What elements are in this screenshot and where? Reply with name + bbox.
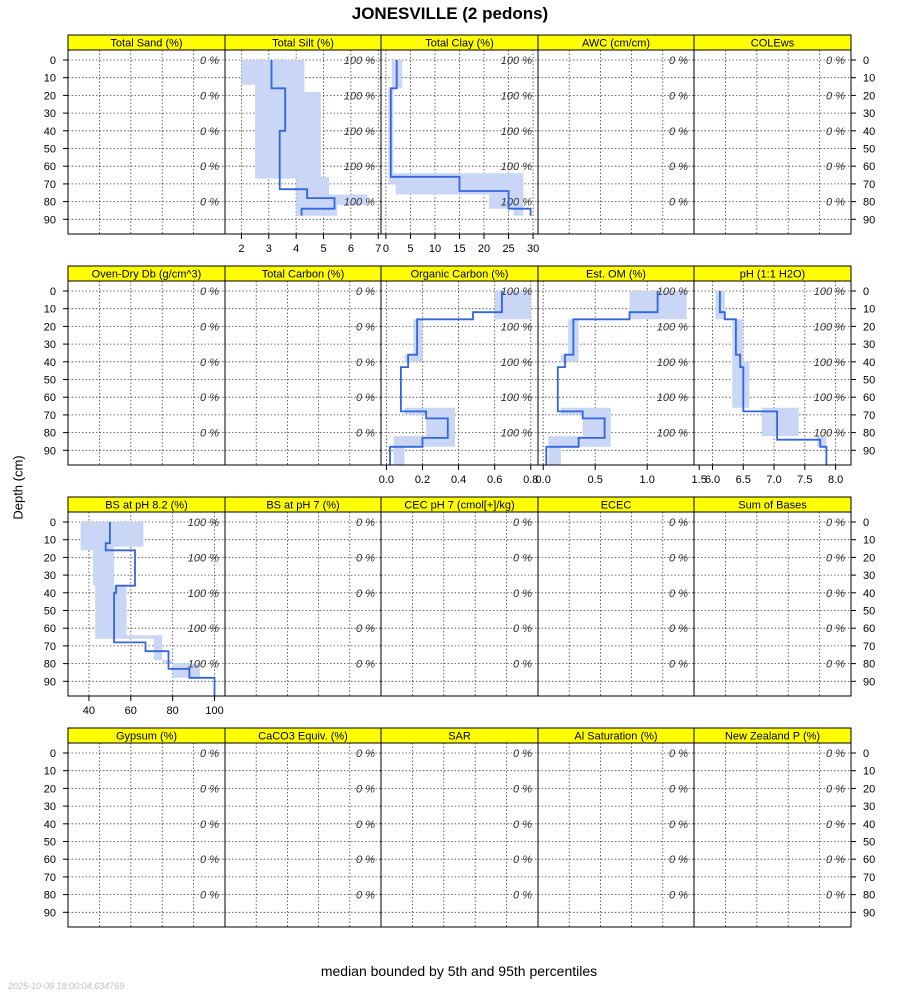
panel-strip-label: BS at pH 8.2 (%) (105, 499, 188, 512)
depth-tick-label: 20 (43, 783, 56, 796)
panel-strip-label: CaCO3 Equiv. (%) (258, 730, 348, 743)
y-axis-label: Depth (cm) (10, 455, 26, 520)
pct-label: 0 % (826, 90, 845, 103)
x-tick-label: 7.0 (766, 474, 782, 486)
depth-tick-label: 60 (863, 161, 876, 174)
depth-tick-label: 40 (43, 125, 56, 138)
pct-label: 0 % (356, 356, 375, 369)
percentile-band (388, 60, 523, 216)
panel-strip-label: Total Sand (%) (110, 37, 183, 50)
depth-tick-label: 10 (863, 72, 876, 85)
depth-tick-label: 70 (43, 871, 56, 884)
pct-label: 100 % (500, 321, 532, 334)
pct-label: 100 % (187, 517, 219, 529)
pct-label: 0 % (826, 748, 845, 760)
depth-tick-label: 20 (43, 90, 56, 103)
pct-label: 0 % (356, 783, 375, 796)
pct-label: 0 % (200, 392, 219, 405)
depth-tick-label: 0 (863, 517, 870, 529)
depth-tick-label: 70 (43, 409, 56, 422)
pct-label: 100 % (187, 623, 219, 636)
depth-tick-label: 20 (43, 321, 56, 334)
depth-tick-label: 90 (863, 445, 876, 458)
depth-tick-label: 60 (863, 392, 876, 405)
panel (225, 35, 381, 255)
panel (225, 497, 381, 696)
pct-label: 0 % (200, 854, 219, 867)
pct-label: 100 % (187, 658, 219, 671)
pct-label: 0 % (513, 623, 532, 636)
pct-label: 0 % (669, 783, 688, 796)
pct-label: 100 % (500, 392, 532, 405)
pct-label: 100 % (500, 196, 532, 209)
depth-tick-label: 60 (43, 854, 56, 867)
depth-tick-label: 80 (43, 658, 56, 671)
pct-label: 0 % (200, 818, 219, 831)
depth-tick-label: 70 (863, 640, 876, 653)
pct-label: 0 % (356, 552, 375, 565)
panel-strip-label: Est. OM (%) (586, 268, 646, 281)
panel (225, 728, 381, 927)
depth-tick-label: 90 (43, 907, 56, 920)
pct-label: 100 % (656, 392, 688, 405)
panel (694, 497, 875, 696)
pct-label: 0 % (826, 818, 845, 831)
pct-label: 0 % (356, 854, 375, 867)
depth-tick-label: 50 (863, 374, 876, 387)
depth-tick-label: 0 (49, 55, 56, 67)
x-tick-label: 1.0 (639, 474, 655, 486)
depth-tick-label: 10 (43, 534, 56, 547)
x-tick-label: 3 (265, 243, 272, 255)
percentile-band (241, 60, 367, 216)
pct-label: 0 % (669, 658, 688, 671)
x-tick-label: 7 (375, 243, 382, 255)
depth-tick-label: 50 (863, 143, 876, 156)
depth-tick-label: 60 (863, 854, 876, 867)
pct-label: 100 % (813, 321, 845, 334)
pct-label: 0 % (669, 818, 688, 831)
panel-strip-label: COLEws (750, 37, 795, 50)
pct-label: 0 % (356, 748, 375, 760)
x-tick-label: 30 (526, 243, 540, 255)
panel-strip-label: BS at pH 7 (%) (266, 499, 340, 512)
pct-label: 0 % (669, 196, 688, 209)
depth-tick-label: 90 (43, 445, 56, 458)
pct-label: 100 % (813, 427, 845, 440)
x-tick-label: 0 (382, 243, 389, 255)
depth-tick-label: 50 (43, 374, 56, 387)
depth-tick-label: 20 (863, 90, 876, 103)
depth-tick-label: 70 (43, 640, 56, 653)
pct-label: 0 % (669, 587, 688, 600)
depth-tick-label: 10 (43, 72, 56, 85)
pct-label: 100 % (656, 286, 688, 298)
pct-label: 0 % (200, 161, 219, 174)
depth-tick-label: 60 (43, 161, 56, 174)
depth-tick-label: 40 (43, 587, 56, 600)
depth-tick-label: 20 (863, 552, 876, 565)
panel (44, 266, 225, 465)
pct-label: 0 % (356, 321, 375, 334)
pct-label: 100 % (500, 286, 532, 298)
depth-tick-label: 80 (43, 427, 56, 440)
pct-label: 0 % (200, 356, 219, 369)
panel (538, 728, 694, 927)
panel (381, 35, 539, 255)
pct-label: 0 % (826, 783, 845, 796)
pct-label: 0 % (826, 196, 845, 209)
depth-tick-label: 30 (43, 801, 56, 814)
panel-strip-label: Total Silt (%) (272, 37, 334, 50)
depth-tick-label: 20 (863, 783, 876, 796)
depth-tick-label: 60 (43, 623, 56, 636)
depth-tick-label: 50 (43, 836, 56, 849)
x-tick-label: 2 (238, 243, 245, 255)
depth-tick-label: 70 (43, 178, 56, 191)
x-tick-label: 0.0 (535, 474, 551, 486)
depth-tick-label: 50 (43, 605, 56, 618)
depth-tick-label: 20 (863, 321, 876, 334)
pct-label: 0 % (826, 55, 845, 67)
depth-tick-label: 20 (43, 552, 56, 565)
pct-label: 0 % (513, 818, 532, 831)
depth-tick-label: 80 (863, 427, 876, 440)
depth-tick-label: 80 (863, 658, 876, 671)
pct-label: 0 % (200, 321, 219, 334)
x-tick-label: 15 (453, 243, 466, 255)
pct-label: 100 % (656, 321, 688, 334)
pct-label: 0 % (356, 517, 375, 529)
panel (538, 497, 694, 696)
pct-label: 0 % (513, 658, 532, 671)
panel (44, 497, 225, 717)
panel (381, 728, 538, 927)
depth-tick-label: 30 (863, 801, 876, 814)
pct-label: 0 % (513, 854, 532, 867)
depth-tick-label: 30 (863, 339, 876, 352)
pct-label: 0 % (513, 889, 532, 902)
x-tick-label: 0.6 (487, 474, 503, 486)
pct-label: 0 % (669, 552, 688, 565)
depth-tick-label: 80 (43, 196, 56, 209)
x-tick-label: 0.4 (450, 474, 467, 486)
pct-label: 100 % (500, 427, 532, 440)
pct-label: 0 % (826, 552, 845, 565)
depth-tick-label: 90 (863, 676, 876, 689)
panel (381, 497, 538, 696)
x-tick-label: 40 (82, 705, 96, 717)
depth-tick-label: 10 (863, 534, 876, 547)
panel (694, 35, 875, 234)
pct-label: 0 % (200, 783, 219, 796)
depth-tick-label: 70 (863, 871, 876, 884)
pct-label: 0 % (669, 161, 688, 174)
depth-tick-label: 30 (863, 570, 876, 583)
pct-label: 0 % (200, 286, 219, 298)
pct-label: 0 % (826, 889, 845, 902)
pct-label: 100 % (813, 392, 845, 405)
panel-strip-label: Total Clay (%) (425, 37, 494, 50)
pct-label: 100 % (343, 161, 375, 174)
depth-tick-label: 90 (863, 907, 876, 920)
depth-tick-label: 40 (863, 356, 876, 369)
pct-label: 0 % (356, 286, 375, 298)
pct-label: 0 % (200, 427, 219, 440)
pct-label: 0 % (200, 889, 219, 902)
panel-strip-label: pH (1:1 H2O) (739, 268, 806, 281)
x-tick-label: 1.5 (691, 474, 707, 486)
pct-label: 100 % (500, 125, 532, 138)
depth-tick-label: 40 (863, 587, 876, 600)
x-tick-label: 80 (166, 705, 179, 717)
depth-tick-label: 40 (43, 356, 56, 369)
x-tick-label: 60 (124, 705, 137, 717)
depth-tick-label: 30 (43, 570, 56, 583)
depth-tick-label: 30 (43, 108, 56, 121)
panel-strip-label: SAR (448, 730, 471, 743)
pct-label: 0 % (356, 623, 375, 636)
percentile-band (716, 291, 827, 447)
x-tick-label: 6.5 (735, 474, 751, 486)
depth-tick-label: 70 (863, 409, 876, 422)
depth-tick-label: 60 (863, 623, 876, 636)
panel-strip-label: CEC pH 7 (cmol[+]/kg) (404, 499, 515, 512)
x-tick-label: 6.0 (704, 474, 721, 486)
pct-label: 0 % (356, 658, 375, 671)
x-tick-label: 4 (293, 243, 300, 255)
pct-label: 0 % (826, 658, 845, 671)
pct-label: 100 % (343, 125, 375, 138)
depth-tick-label: 80 (863, 196, 876, 209)
pct-label: 0 % (669, 748, 688, 760)
panel-strip-label: Gypsum (%) (115, 730, 178, 743)
pct-label: 100 % (500, 55, 532, 67)
pct-label: 100 % (500, 356, 532, 369)
panel-strip-label: AWC (cm/cm) (581, 37, 651, 50)
pct-label: 100 % (187, 587, 219, 600)
depth-tick-label: 80 (863, 889, 876, 902)
x-tick-label: 100 (205, 705, 224, 717)
pct-label: 100 % (343, 196, 375, 209)
x-tick-label: 6 (347, 243, 354, 255)
panel (379, 266, 539, 486)
pct-label: 0 % (356, 818, 375, 831)
depth-tick-label: 0 (863, 286, 870, 298)
pct-label: 0 % (356, 889, 375, 902)
pct-label: 0 % (200, 196, 219, 209)
depth-tick-label: 90 (43, 676, 56, 689)
panel (44, 728, 225, 927)
x-tick-label: 20 (477, 243, 491, 255)
x-tick-label: 8.0 (827, 474, 844, 486)
pct-label: 0 % (356, 587, 375, 600)
x-tick-label: 5 (407, 243, 414, 255)
pct-label: 0 % (513, 517, 532, 529)
pct-label: 100 % (813, 356, 845, 369)
x-tick-label: 0.2 (414, 474, 431, 486)
panel-strip-label: Al Saturation (%) (574, 730, 658, 743)
x-tick-label: 10 (428, 243, 442, 255)
panel (691, 266, 876, 486)
depth-tick-label: 0 (863, 748, 870, 760)
depth-tick-label: 90 (863, 214, 876, 227)
pct-label: 100 % (500, 90, 532, 103)
panel-strip-label: Oven-Dry Db (g/cm^3) (91, 268, 202, 281)
depth-tick-label: 90 (43, 214, 56, 227)
depth-tick-label: 0 (49, 748, 56, 760)
panel (536, 266, 707, 486)
pct-label: 0 % (826, 587, 845, 600)
pct-label: 100 % (656, 356, 688, 369)
pct-label: 0 % (356, 392, 375, 405)
panel (538, 35, 694, 234)
depth-tick-label: 80 (43, 889, 56, 902)
depth-tick-label: 10 (863, 303, 876, 316)
pct-label: 0 % (669, 623, 688, 636)
x-tick-label: 0.8 (523, 474, 539, 486)
panel (225, 266, 381, 465)
depth-tick-label: 10 (863, 765, 876, 778)
pct-label: 0 % (826, 125, 845, 138)
pct-label: 0 % (513, 587, 532, 600)
depth-tick-label: 30 (43, 339, 56, 352)
depth-tick-label: 0 (863, 55, 870, 67)
pct-label: 0 % (200, 55, 219, 67)
depth-tick-label: 0 (49, 286, 56, 298)
depth-tick-label: 40 (863, 125, 876, 138)
percentile-band (81, 522, 200, 678)
footer-note: median bounded by 5th and 95th percentiles (320, 963, 598, 979)
x-tick-label: 0.5 (587, 474, 603, 486)
x-tick-label: 5 (320, 243, 327, 255)
pct-label: 0 % (669, 55, 688, 67)
pct-label: 0 % (513, 783, 532, 796)
pct-label: 0 % (669, 889, 688, 902)
pct-label: 0 % (669, 854, 688, 867)
pct-label: 0 % (669, 517, 688, 529)
depth-tick-label: 50 (863, 836, 876, 849)
pct-label: 0 % (826, 623, 845, 636)
depth-tick-label: 10 (43, 765, 56, 778)
pct-label: 0 % (669, 90, 688, 103)
pct-label: 0 % (513, 552, 532, 565)
panel-strip-label: Total Carbon (%) (261, 268, 345, 281)
pct-label: 100 % (343, 90, 375, 103)
pct-label: 100 % (813, 286, 845, 298)
depth-tick-label: 0 (49, 517, 56, 529)
depth-tick-label: 10 (43, 303, 56, 316)
pct-label: 0 % (513, 748, 532, 760)
pct-label: 0 % (669, 125, 688, 138)
x-tick-label: 0.0 (378, 474, 395, 486)
depth-tick-label: 50 (43, 143, 56, 156)
depth-tick-label: 70 (863, 178, 876, 191)
panel (44, 35, 225, 234)
pct-label: 0 % (826, 854, 845, 867)
pct-label: 0 % (826, 517, 845, 529)
pct-label: 0 % (200, 748, 219, 760)
depth-tick-label: 40 (43, 818, 56, 831)
depth-tick-label: 30 (863, 108, 876, 121)
pct-label: 0 % (826, 161, 845, 174)
depth-tick-label: 60 (43, 392, 56, 405)
x-tick-label: 25 (502, 243, 515, 255)
pct-label: 100 % (343, 55, 375, 67)
pct-label: 0 % (200, 125, 219, 138)
x-tick-label: 7.5 (797, 474, 813, 486)
panel-strip-label: ECEC (600, 499, 632, 512)
pct-label: 0 % (200, 90, 219, 103)
pct-label: 100 % (500, 161, 532, 174)
panel (694, 728, 875, 927)
pct-label: 0 % (356, 427, 375, 440)
pct-label: 100 % (656, 427, 688, 440)
pct-label: 100 % (187, 552, 219, 565)
chart-title: JONESVILLE (2 pedons) (351, 4, 549, 23)
panel-strip-label: Organic Carbon (%) (410, 268, 509, 281)
panel-strip-label: New Zealand P (%) (724, 730, 821, 743)
depth-tick-label: 50 (863, 605, 876, 618)
panel-strip-label: Sum of Bases (738, 499, 807, 512)
timestamp: 2025-10-08 18:00:04.634769 (8, 981, 125, 991)
depth-tick-label: 40 (863, 818, 876, 831)
